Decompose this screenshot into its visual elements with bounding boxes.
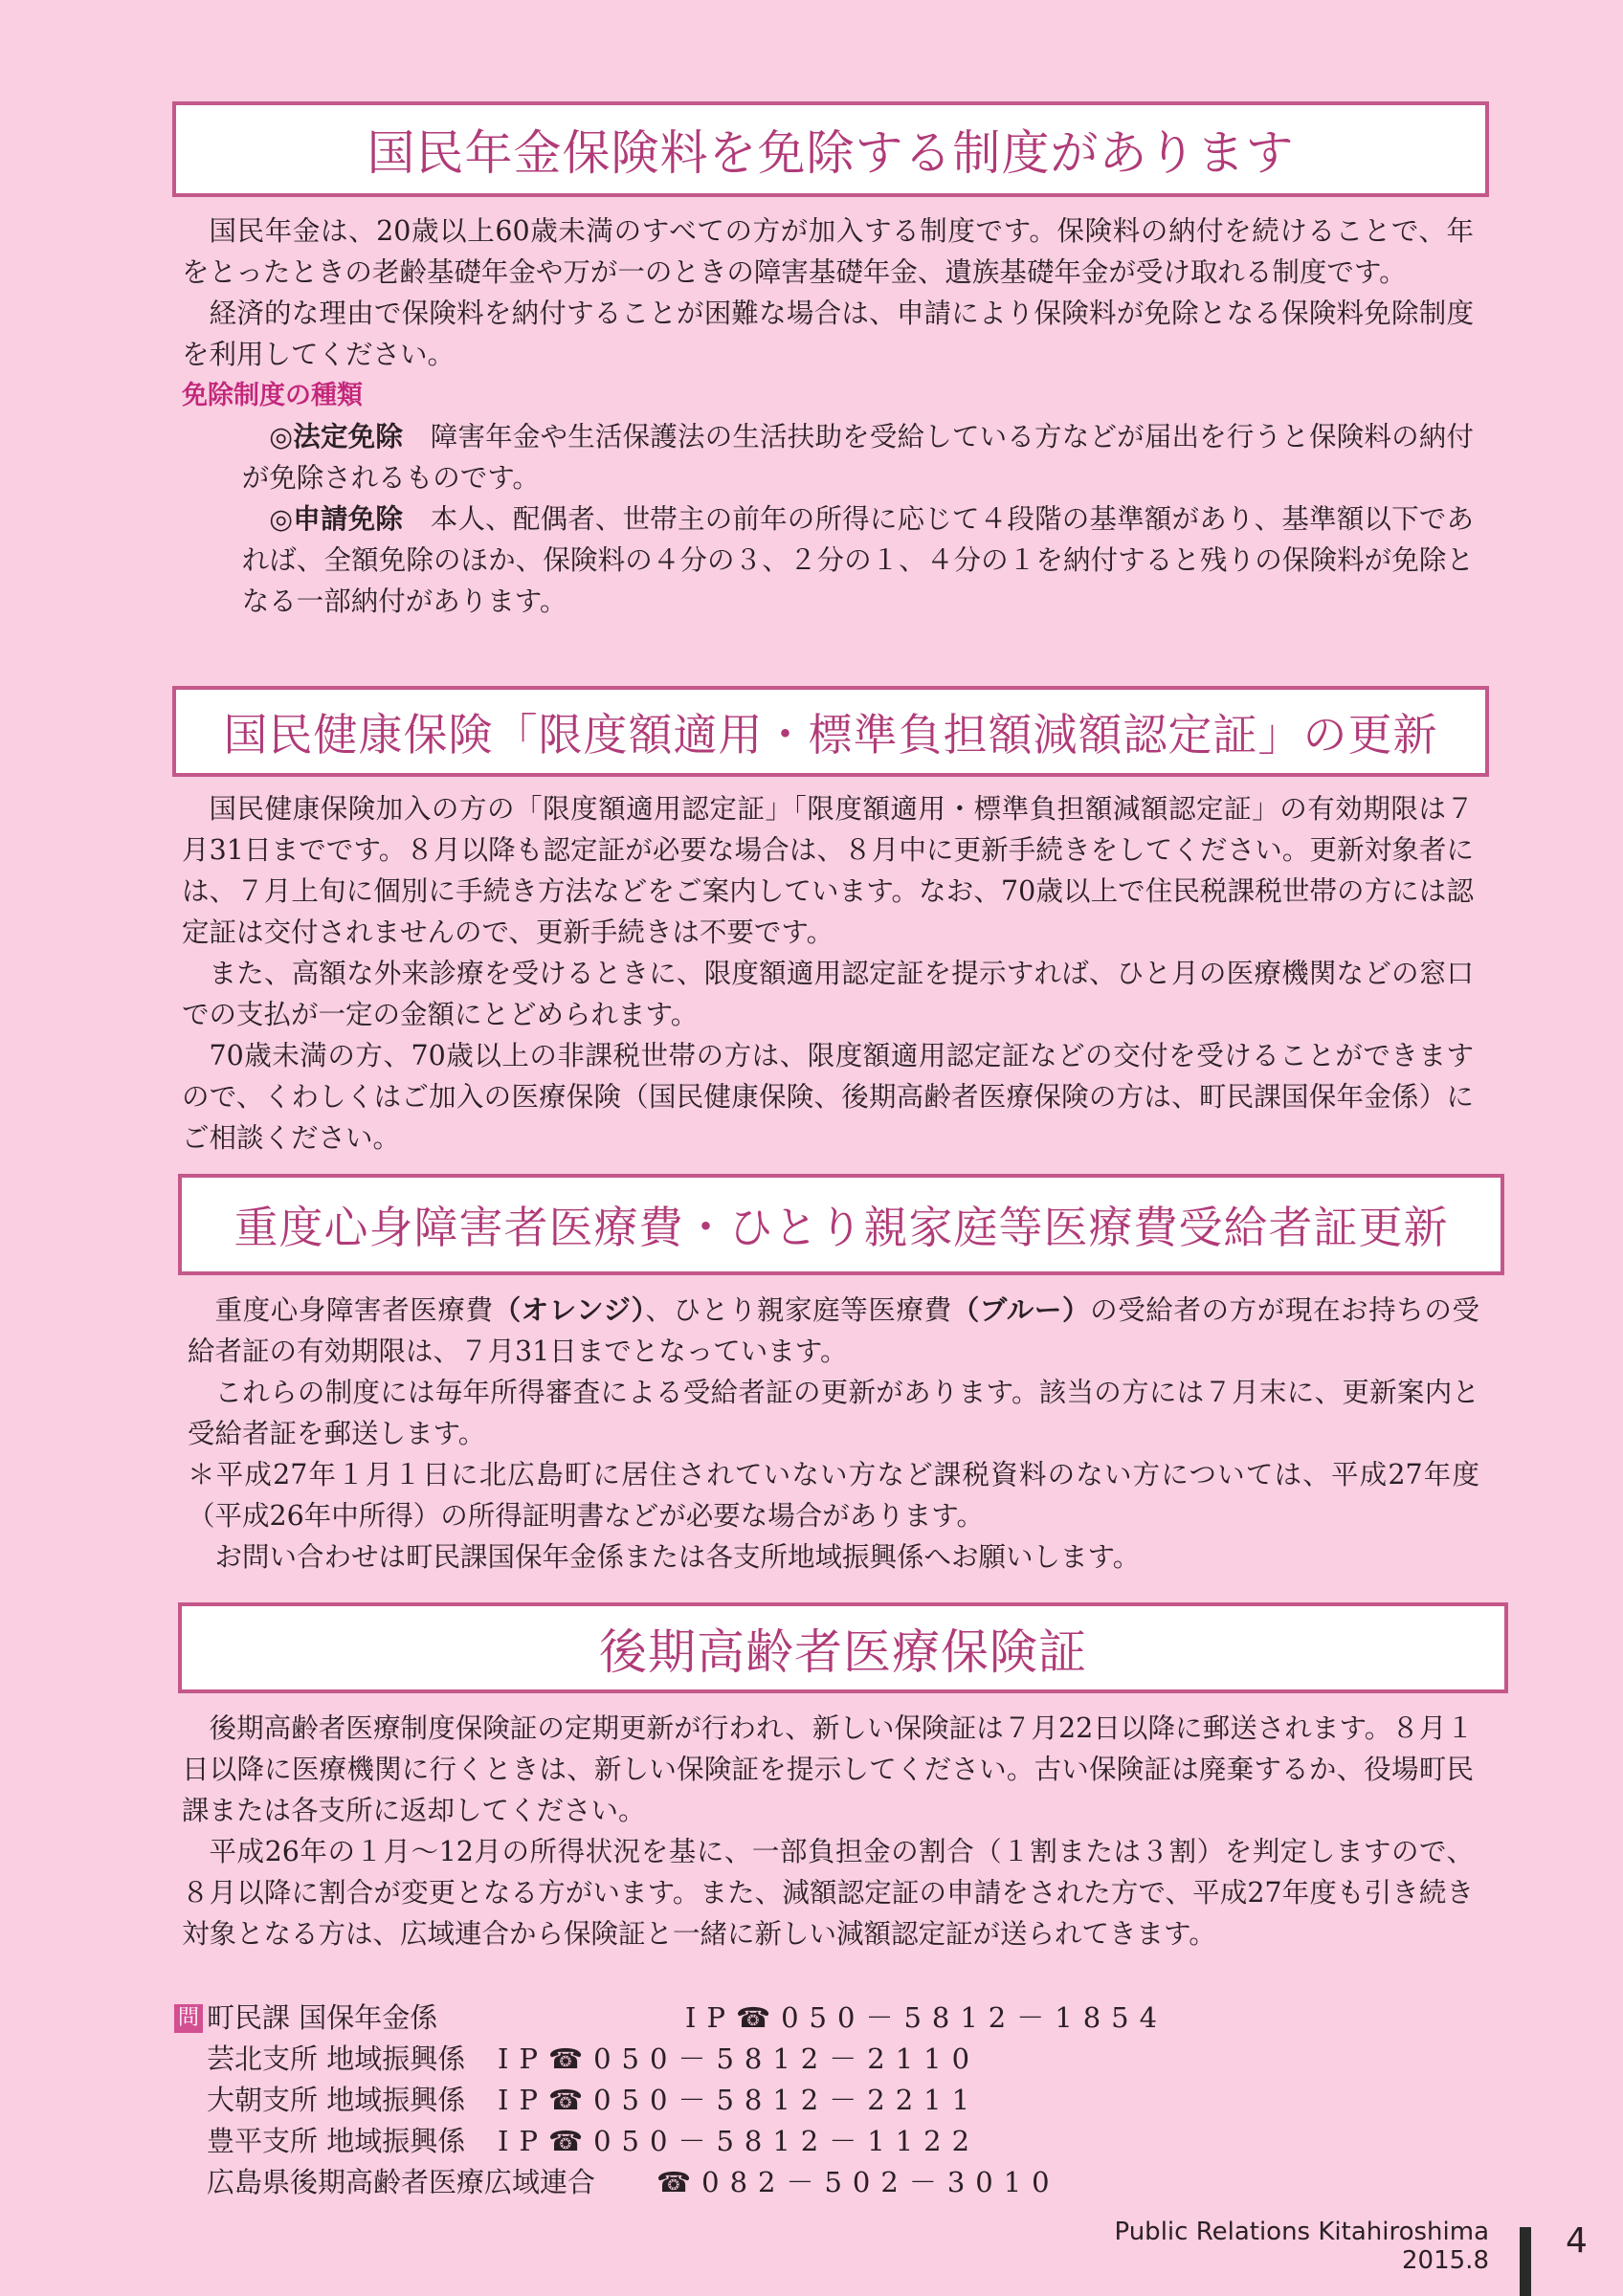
section-heading-pension: [172, 101, 1489, 197]
page-footer: [1114, 2218, 1489, 2275]
paragraph: また、高額な外来診療を受けるときに、限度額適用認定証を提示すれば、ひと月の医療機関などの窓口での支払が一定の金額にとどめられます。: [182, 958, 1474, 1030]
inquiry-mark: 問: [174, 2004, 203, 2033]
item-label: ◎申請免除: [269, 503, 404, 535]
text-run: の受給者の方が現在お持ちの受給者証の有効期限は、７月31日までとなっています。: [188, 1294, 1479, 1367]
paragraph: お問い合わせは町民課国保年金係または各支所地域振興係へお願いします。: [214, 1541, 1141, 1573]
contact-row: [174, 2162, 1167, 2203]
contact-row: [174, 1998, 1167, 2039]
contact-name: 芸北支所 地域振興係: [207, 2042, 466, 2075]
contact-phone: IP☎050－5812－1122: [498, 2125, 981, 2157]
item-label: ◎法定免除: [269, 421, 404, 453]
publication-name: Public Relations Kitahiroshima: [1114, 2218, 1489, 2246]
heading-text: 後期高齢者医療保険証: [599, 1623, 1087, 1680]
list-item: [182, 416, 1474, 498]
paragraph: [188, 1290, 1479, 1372]
contact-row: [174, 2039, 1167, 2080]
item-text: 障害年金や生活保護法の生活扶助を受給している方などが届出を行うと保険料の納付が免除されるものです。: [241, 421, 1474, 494]
contact-name: 町民課 国保年金係: [207, 2001, 438, 2034]
footer-divider-bar: [1520, 2227, 1531, 2296]
contact-phone: IP☎050－5812－2211: [498, 2084, 981, 2116]
contact-phone: IP☎050－5812－2110: [498, 2042, 981, 2075]
section-body-pension: [182, 210, 1474, 622]
paragraph-note: ＊平成27年１月１日に北広島町に居住されていない方など課税資料のない方については、平成27年度（平成26年中所得）の所得証明書などが必要な場合があります。: [188, 1459, 1479, 1532]
contact-phone: ☎082－502－3010: [656, 2166, 1060, 2198]
section-heading-health-insurance: [172, 686, 1489, 777]
item-text: 本人、配偶者、世帯主の前年の所得に応じて４段階の基準額があり、基準額以下であれば、全額免除のほか、保険料の４分の３、２分の１、４分の１を納付すると残りの保険料が免除となる一部納付があります。: [241, 503, 1474, 617]
paragraph: 後期高齢者医療制度保険証の定期更新が行われ、新しい保険証は７月22日以降に郵送されます。８月１日以降に医療機関に行くときは、新しい保険証を提示してください。古い保険証は廃棄するか、役場町民課または各支所に返却してください。: [182, 1712, 1474, 1826]
paragraph: 国民年金は、20歳以上60歳未満のすべての方が加入する制度です。保険料の納付を続けることで、年をとったときの老齢基礎年金や万が一のときの障害基礎年金、遺族基礎年金が受け取れる制度です。: [182, 215, 1474, 288]
subheading: 免除制度の種類: [182, 381, 363, 410]
text-run: 、ひとり親家庭等医療費: [645, 1294, 952, 1326]
paragraph: 平成26年の１月～12月の所得状況を基に、一部負担金の割合（１割または３割）を判定しますので、８月以降に割合が変更となる方がいます。また、減額認定証の申請をされた方で、平成27年度も引き続き対象となる方は、広域連合から保険証と一緒に新しい減額認定証が送られてきます。: [182, 1836, 1474, 1950]
paragraph: 経済的な理由で保険料を納付することが困難な場合は、申請により保険料が免除となる保険料免除制度を利用してください。: [182, 298, 1474, 370]
issue-date: 2015.8: [1402, 2246, 1489, 2275]
section-body-health-insurance: [182, 788, 1474, 1159]
contact-row: [174, 2080, 1167, 2121]
contact-name: 豊平支所 地域振興係: [207, 2125, 466, 2157]
heading-text: 国民年金保険料を免除する制度があります: [367, 125, 1295, 181]
text-run-orange: （オレンジ）: [493, 1294, 646, 1326]
section-heading-medical-certificate: [178, 1174, 1504, 1275]
contact-list: [174, 1998, 1167, 2203]
list-item: [182, 498, 1474, 622]
contact-row: [174, 2121, 1167, 2162]
contact-phone: IP☎050－5812－1854: [685, 2001, 1168, 2034]
page-number: 4: [1566, 2221, 1588, 2261]
section-body-elderly-insurance: [182, 1708, 1474, 1954]
text-run: 重度心身障害者医療費: [214, 1294, 494, 1326]
paragraph: 国民健康保険加入の方の「限度額適用認定証」「限度額適用・標準負担額減額認定証」の有効期限は７月31日までです。８月以降も認定証が必要な場合は、８月中に更新手続きをしてください。更新対象者には、７月上旬に個別に手続き方法などをご案内しています。なお、70歳以上で住民税課税世帯の方には認定証は交付されませんので、更新手続きは不要です。: [182, 793, 1474, 948]
paragraph: これらの制度には毎年所得審査による受給者証の更新があります。該当の方には７月末に、更新案内と受給者証を郵送します。: [188, 1377, 1479, 1449]
heading-text: 重度心身障害者医療費・ひとり親家庭等医療費受給者証更新: [233, 1202, 1449, 1253]
contact-name: 広島県後期高齢者医療広域連合: [207, 2166, 596, 2198]
paragraph: 70歳未満の方、70歳以上の非課税世帯の方は、限度額適用認定証などの交付を受けることができますので、くわしくはご加入の医療保険（国民健康保険、後期高齢者医療保険の方は、町民課国保年金係）にご相談ください。: [182, 1040, 1474, 1154]
section-heading-elderly-insurance: [178, 1602, 1508, 1693]
text-run-blue: （ブルー）: [951, 1294, 1091, 1326]
heading-text: 国民健康保険「限度額適用・標準負担額減額認定証」の更新: [223, 708, 1438, 761]
section-body-medical-certificate: [188, 1290, 1479, 1578]
contact-name: 大朝支所 地域振興係: [207, 2084, 466, 2116]
